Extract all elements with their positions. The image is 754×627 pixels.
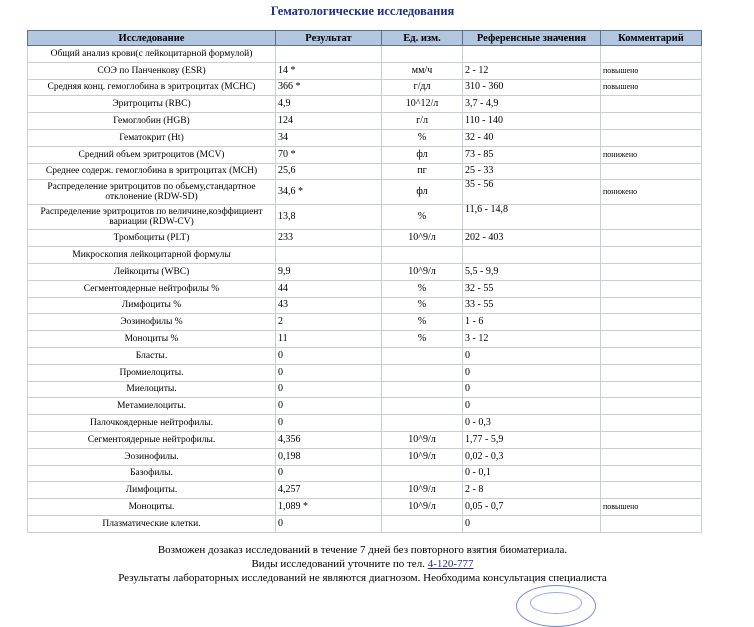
study-name-cell: Моноциты. [28, 499, 276, 516]
comment-cell [601, 46, 702, 63]
reference-cell: 202 - 403 [463, 230, 601, 247]
reference-cell: 11,6 - 14,8 [463, 205, 601, 230]
reference-cell: 3 - 12 [463, 331, 601, 348]
header-unit: Ед. изм. [382, 31, 463, 46]
unit-cell: % [382, 331, 463, 348]
header-comment: Комментарий [601, 31, 702, 46]
unit-cell: 10^9/л [382, 230, 463, 247]
result-cell: 0 [276, 398, 382, 415]
comment-cell: повышено [601, 79, 702, 96]
reference-cell [463, 46, 601, 63]
table-row [28, 230, 702, 247]
comment-cell [601, 280, 702, 297]
study-name-cell: Промиелоциты. [28, 364, 276, 381]
study-name-cell: Моноциты % [28, 331, 276, 348]
study-name-cell: Распределение эритроцитов по обьему,стандартное отклонение (RDW-SD) [28, 180, 276, 205]
reference-cell: 3,7 - 4,9 [463, 96, 601, 113]
table-row [28, 180, 702, 205]
unit-cell: 10^9/л [382, 482, 463, 499]
study-name-cell: Лимфоциты. [28, 482, 276, 499]
comment-cell [601, 129, 702, 146]
comment-cell [601, 263, 702, 280]
comment-cell [601, 381, 702, 398]
comment-cell [601, 230, 702, 247]
unit-cell: г/дл [382, 79, 463, 96]
hematology-table [27, 30, 702, 533]
reference-cell: 1,77 - 5,9 [463, 431, 601, 448]
table-row [28, 46, 702, 63]
header-reference: Референсные значения [463, 31, 601, 46]
result-cell: 0 [276, 515, 382, 532]
result-cell: 11 [276, 331, 382, 348]
reference-cell: 0 - 0,1 [463, 465, 601, 482]
unit-cell [382, 381, 463, 398]
reference-cell: 2 - 12 [463, 62, 601, 79]
study-name-cell: Метамиелоциты. [28, 398, 276, 415]
result-cell: 1,089 * [276, 499, 382, 516]
unit-cell [382, 347, 463, 364]
study-name-cell: Эритроциты (RBC) [28, 96, 276, 113]
reference-cell: 0 [463, 347, 601, 364]
comment-cell: повышено [601, 62, 702, 79]
study-name-cell: Гемоглобин (HGB) [28, 113, 276, 130]
study-name-cell: Средняя конц. гемоглобина в эритроцитах (MCHC) [28, 79, 276, 96]
table-row [28, 263, 702, 280]
unit-cell: фл [382, 146, 463, 163]
comment-cell [601, 113, 702, 130]
result-cell: 14 * [276, 62, 382, 79]
study-name-cell: Микроскопия лейкоцитарной формулы [28, 247, 276, 264]
reference-cell: 0 [463, 381, 601, 398]
unit-cell [382, 364, 463, 381]
result-cell: 4,356 [276, 431, 382, 448]
result-cell: 0 [276, 347, 382, 364]
comment-cell [601, 297, 702, 314]
footer-phone-label: Виды исследований уточните по тел. [251, 558, 425, 570]
study-name-cell: Сегментоядерные нейтрофилы. [28, 431, 276, 448]
reference-cell: 32 - 40 [463, 129, 601, 146]
unit-cell: 10^9/л [382, 263, 463, 280]
table-row [28, 465, 702, 482]
result-cell: 70 * [276, 146, 382, 163]
unit-cell [382, 465, 463, 482]
reference-cell: 35 - 56 [463, 180, 601, 205]
table-row [28, 448, 702, 465]
unit-cell: г/л [382, 113, 463, 130]
result-cell: 43 [276, 297, 382, 314]
comment-cell [601, 482, 702, 499]
table-row [28, 381, 702, 398]
table-row [28, 415, 702, 432]
result-cell: 4,9 [276, 96, 382, 113]
study-name-cell: Палочкоядерные нейтрофилы. [28, 415, 276, 432]
comment-cell [601, 205, 702, 230]
unit-cell: % [382, 314, 463, 331]
study-name-cell: Среднее содерж. гемоглобина в эритроцитах (MCH) [28, 163, 276, 180]
result-cell: 0 [276, 364, 382, 381]
reference-cell: 310 - 360 [463, 79, 601, 96]
footer-disclaimer: Результаты лабораторных исследований не являются диагнозом. Необходима консультация специалиста [118, 572, 607, 584]
table-row [28, 113, 702, 130]
table-row [28, 515, 702, 532]
footer-note-phone [0, 558, 725, 570]
result-cell: 34 [276, 129, 382, 146]
unit-cell: 10^9/л [382, 431, 463, 448]
reference-cell: 0 [463, 398, 601, 415]
reference-cell: 1 - 6 [463, 314, 601, 331]
comment-cell [601, 448, 702, 465]
study-name-cell: Сегментоядерные нейтрофилы % [28, 280, 276, 297]
reference-cell: 2 - 8 [463, 482, 601, 499]
study-name-cell: Лейкоциты (WBC) [28, 263, 276, 280]
unit-cell: % [382, 297, 463, 314]
table-row [28, 96, 702, 113]
table-row [28, 364, 702, 381]
comment-cell [601, 96, 702, 113]
reference-cell: 33 - 55 [463, 297, 601, 314]
study-name-cell: Базофилы. [28, 465, 276, 482]
study-name-cell: Эозинофилы. [28, 448, 276, 465]
reference-cell [463, 247, 601, 264]
unit-cell: фл [382, 180, 463, 205]
study-name-cell: Плазматические клетки. [28, 515, 276, 532]
comment-cell [601, 331, 702, 348]
unit-cell: пг [382, 163, 463, 180]
result-cell: 2 [276, 314, 382, 331]
table-row [28, 163, 702, 180]
comment-cell [601, 347, 702, 364]
reference-cell: 32 - 55 [463, 280, 601, 297]
comment-cell [601, 247, 702, 264]
comment-cell [601, 163, 702, 180]
study-name-cell: Распределение эритроцитов по величине,коэффициент вариации (RDW-CV) [28, 205, 276, 230]
study-name-cell: Бласты. [28, 347, 276, 364]
table-row [28, 347, 702, 364]
footer-note-reorder: Возможен дозаказ исследований в течение 7 дней без повторного взятия биоматериала. [157, 544, 568, 556]
study-name-cell: СОЭ по Панченкову (ESR) [28, 62, 276, 79]
result-cell: 366 * [276, 79, 382, 96]
unit-cell [382, 247, 463, 264]
study-name-cell: Эозинофилы % [28, 314, 276, 331]
unit-cell: % [382, 129, 463, 146]
table-row [28, 398, 702, 415]
unit-cell: % [382, 280, 463, 297]
comment-cell: понижено [601, 180, 702, 205]
table-row [28, 499, 702, 516]
table-row [28, 62, 702, 79]
unit-cell [382, 46, 463, 63]
result-cell: 0 [276, 415, 382, 432]
result-cell: 0,198 [276, 448, 382, 465]
unit-cell: мм/ч [382, 62, 463, 79]
result-cell: 34,6 * [276, 180, 382, 205]
header-result: Результат [276, 31, 382, 46]
unit-cell [382, 415, 463, 432]
comment-cell [601, 515, 702, 532]
comment-cell [601, 415, 702, 432]
study-name-cell: Гематокрит (Ht) [28, 129, 276, 146]
reference-cell: 25 - 33 [463, 163, 601, 180]
table-row [28, 431, 702, 448]
result-cell: 13,8 [276, 205, 382, 230]
result-cell: 4,257 [276, 482, 382, 499]
study-name-cell: Общий анализ крови(с лейкоцитарной формулой) [28, 46, 276, 63]
reference-cell: 0 [463, 515, 601, 532]
study-name-cell: Тромбоциты (PLT) [28, 230, 276, 247]
table-row [28, 331, 702, 348]
table-row [28, 205, 702, 230]
table-row [28, 79, 702, 96]
study-name-cell: Миелоциты. [28, 381, 276, 398]
result-cell: 0 [276, 465, 382, 482]
result-cell: 25,6 [276, 163, 382, 180]
unit-cell [382, 398, 463, 415]
comment-cell [601, 465, 702, 482]
unit-cell: 10^9/л [382, 448, 463, 465]
result-cell: 44 [276, 280, 382, 297]
page-title: Гематологические исследования [270, 4, 455, 18]
unit-cell: 10^9/л [382, 499, 463, 516]
result-cell: 9,9 [276, 263, 382, 280]
table-header-row [28, 31, 702, 46]
comment-cell [601, 364, 702, 381]
reference-cell: 73 - 85 [463, 146, 601, 163]
reference-cell: 110 - 140 [463, 113, 601, 130]
comment-cell [601, 431, 702, 448]
comment-cell [601, 314, 702, 331]
table-row [28, 129, 702, 146]
unit-cell: 10^12/л [382, 96, 463, 113]
table-row [28, 297, 702, 314]
reference-cell: 0 [463, 364, 601, 381]
reference-cell: 5,5 - 9,9 [463, 263, 601, 280]
result-cell [276, 247, 382, 264]
reference-cell: 0 - 0,3 [463, 415, 601, 432]
table-row [28, 280, 702, 297]
table-row [28, 247, 702, 264]
unit-cell [382, 515, 463, 532]
study-name-cell: Лимфоциты % [28, 297, 276, 314]
stamp-inner-ring [530, 592, 582, 614]
result-cell: 124 [276, 113, 382, 130]
reference-cell: 0,02 - 0,3 [463, 448, 601, 465]
table-row [28, 482, 702, 499]
reference-cell: 0,05 - 0,7 [463, 499, 601, 516]
study-name-cell: Средний объем эритроцитов (MCV) [28, 146, 276, 163]
header-study: Исследование [28, 31, 276, 46]
comment-cell [601, 398, 702, 415]
result-cell: 0 [276, 381, 382, 398]
unit-cell: % [382, 205, 463, 230]
table-row [28, 146, 702, 163]
result-cell: 233 [276, 230, 382, 247]
table-row [28, 314, 702, 331]
comment-cell: понижено [601, 146, 702, 163]
result-cell [276, 46, 382, 63]
comment-cell: повышено [601, 499, 702, 516]
phone-link[interactable]: 4-120-777 [427, 558, 474, 570]
